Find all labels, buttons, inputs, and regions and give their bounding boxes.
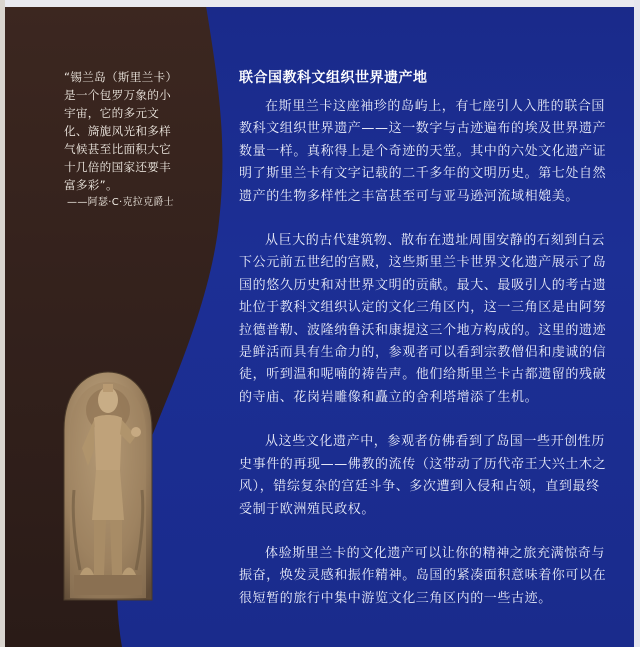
paragraph-3: 从这些文化遗产中，参观者仿佛看到了岛国一些开创性历史事件的再现——佛教的流传（这带动了历代帝王大兴土木之风），错综复杂的宫廷斗争、多次遭到入侵和占领，直到最终受制于欧洲殖民政权。 <box>239 434 607 517</box>
paragraph-4: 体验斯里兰卡的文化遗产可以让你的精神之旅充满惊奇与振奋，焕发灵感和振作精神。岛国的紧凑面积意味着你可以在很短暂的旅行中集中游览文化三角区内的一些古迹。 <box>239 545 607 606</box>
article-title: 联合国教科文组织世界遗产地 <box>239 70 428 86</box>
stone-statue-image <box>60 370 156 602</box>
sidebar-quote-block <box>64 68 176 212</box>
page-left-border <box>0 0 5 647</box>
page-top-border <box>0 0 640 7</box>
page-right-border <box>634 0 640 647</box>
quote-attribution: ——阿瑟·C·克拉克爵士 <box>67 197 174 208</box>
paragraph-1: 在斯里兰卡这座袖珍的岛屿上，有七座引人入胜的联合国教科文组织世界遗产——这一数字与古迹遍布的埃及世界遗产数量一样。真称得上是个奇迹的天堂。其中的六处文化遗产证明了斯里兰卡有文字记载的二千多年的文明历史。第七处自然遗产的生物多样性之丰富甚至可与亚马逊河流域相媲美。 <box>239 99 607 204</box>
sidebar-quote: “锡兰岛（斯里兰卡）是一个包罗万象的小宇宙，它的多元文化、旖旎风光和多样气候甚至比面积大它十几倍的国家还要丰富多彩”。 <box>64 70 172 192</box>
paragraph-2: 从巨大的古代建筑物、散布在遗址周围安静的石刻到白云下公元前五世纪的宫殿，这些斯里兰卡世界文化遗产展示了岛国的悠久历史和对世界文明的贡献。最大、最吸引人的考古遗址位于教科文组织认定的文化三角区内，这一三角区是由阿努拉德普勒、波隆纳鲁沃和康提这三个地方构成的。这里的遗迹是鲜活而具有生命力的，参观者可以看到宗教僧侣和虔诚的信徒，听到温和呢喃的祷告声。他们给斯里兰卡古都遗留的残破的寺庙、花岗岩雕像和矗立的舍利塔增添了生机。 <box>239 233 607 405</box>
article-body <box>239 96 609 632</box>
